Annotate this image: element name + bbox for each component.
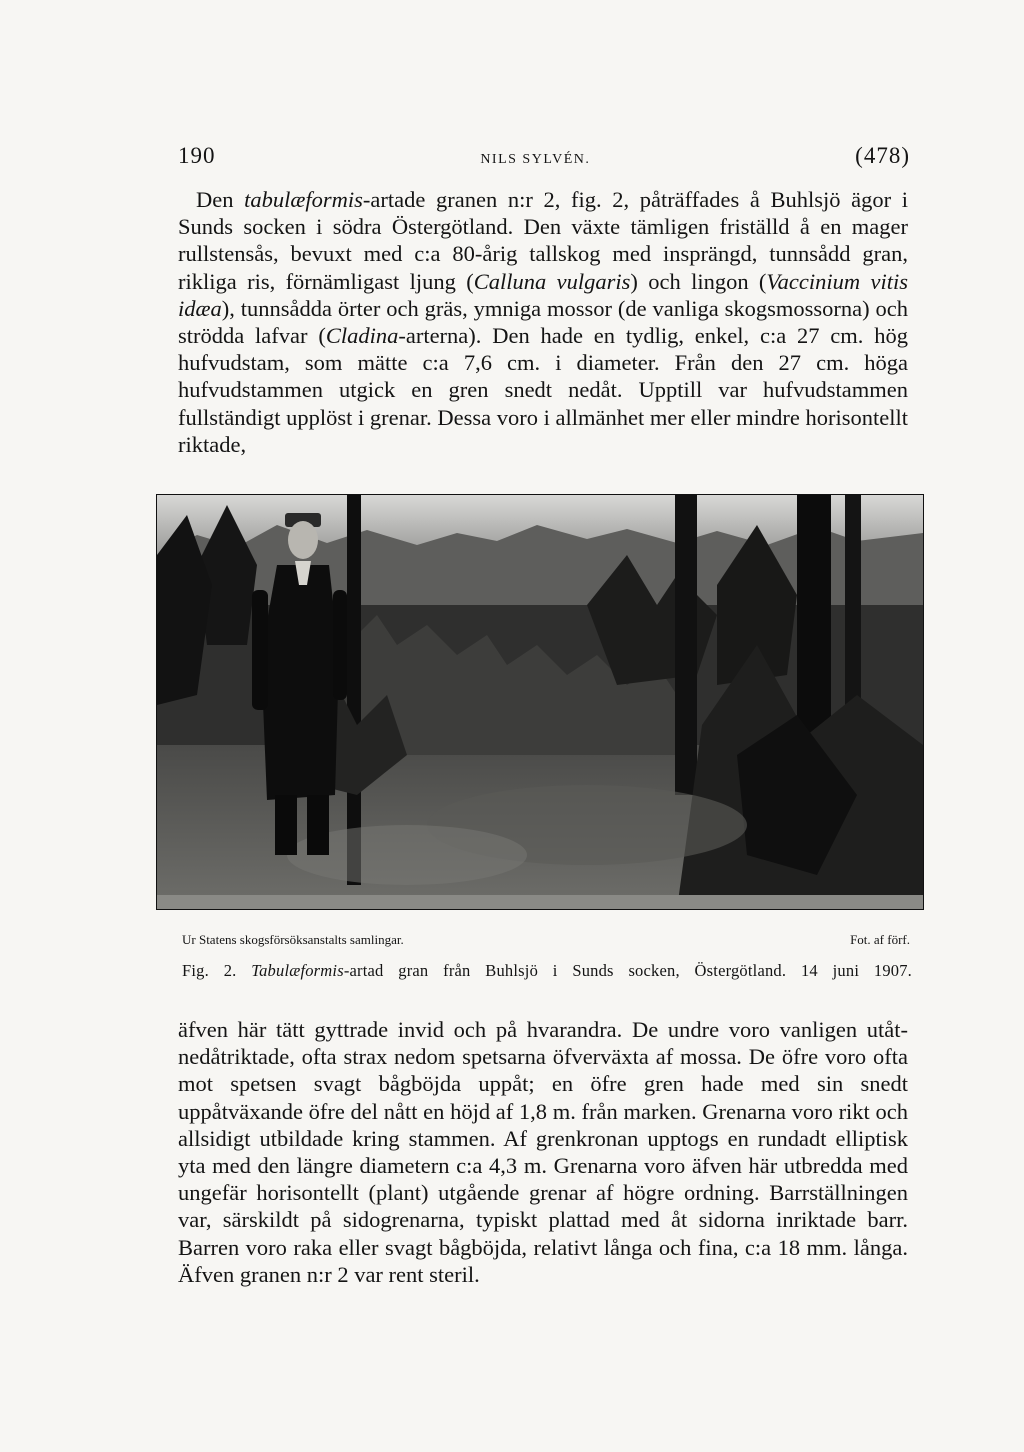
paragraph-1 (178, 186, 908, 458)
running-author: NILS SYLVÉN. (480, 152, 591, 167)
caption-text: -artad gran från Buhlsjö i Sunds socken, Östergötland. 14 juni 1907. (343, 961, 912, 980)
paragraph-2 (178, 1016, 908, 1288)
para1-term-calluna: Calluna vulgaris (473, 268, 631, 294)
page-number: 190 (178, 143, 216, 168)
forest-photo-illustration (157, 495, 923, 909)
para1-term-vaccinium: Vaccinium vitis idæa (178, 268, 908, 321)
para1-term-tabulaeformis: tabulæformis (244, 187, 363, 212)
credit-source: Ur Statens skogsförsöksanstalts samlingar. (182, 932, 404, 947)
forest-photograph (156, 494, 924, 910)
para1-text-i: -arterna). Den hade en tydlig, enkel, c:a 27 cm. hög hufvudstam, som mätte c:a 7,6 cm. i diameter. Från den 27 cm. höga hufvudstammen utgick en gren snedt nedåt. Upptill var hufvudstammen fullständigt upplöst i grenar. Dessa voro i allmänhet mer eller mindre horisontellt riktade, (178, 323, 908, 457)
para1-text-g: ), tunnsådda örter och gräs, ymniga mossor (de vanliga skogsmossorna) och strödda lafvar ( (178, 295, 908, 349)
para1-term-cladina: Cladina (325, 323, 399, 349)
figure-caption (182, 961, 912, 981)
para1-text-c: -artade granen n:r 2, fig. 2, påträffades å Buhlsjö ägor i Sunds socken i södra Östergötland. Den växte tämligen friställd å en mager rullstensås, bevuxt med c:a 80-årig tallskog med insprängd, tunnsådd gran, rikliga ris, förnämligast ljung ( (178, 187, 908, 294)
running-header (178, 143, 910, 169)
caption-label: Fig. 2. (182, 961, 252, 980)
para1-text-a: Den (196, 187, 245, 212)
reference-number: (478) (855, 143, 910, 168)
figure-credits (182, 932, 910, 948)
para1-text-e: ) och lingon ( (630, 268, 767, 294)
caption-term: Tabulæformis (251, 961, 344, 980)
credit-photographer: Fot. af förf. (850, 932, 910, 947)
para2-text: äfven här tätt gyttrade invid och på hvarandra. De undre voro vanligen utåt-nedåtriktade, ofta strax nedom spetsarna öfverväxta af mossa. De öfre voro ofta mot spetsen svagt bågböjda uppåt; en öfre gren hade med sin snedt uppåtväxande öfre del nått en höjd af 1,8 m. från marken. Grenarna voro rikt och allsidigt utbildade kring stammen. Af grenkronan upptogs en rundadt elliptisk yta med den längre diametern c:a 4,3 m. Grenarna voro äfven här utbredda med ungefär horisontellt (plant) utgående grenar af högre ordning. Barrställningen var, särskildt på sidogrenarna, typiskt plattad med åt sidorna inriktade barr. Barren voro raka eller svagt bågböjda, relativt långa och fina, c:a 18 mm. långa. Äfven granen n:r 2 var rent steril. (178, 1017, 908, 1287)
